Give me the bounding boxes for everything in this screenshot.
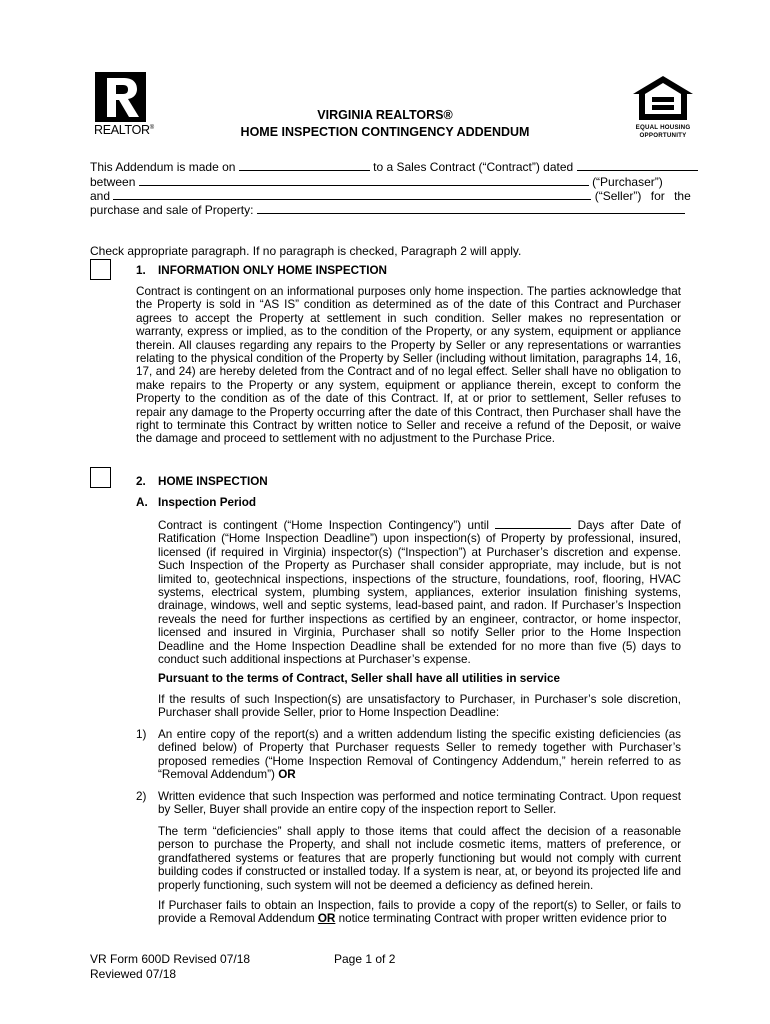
inspection-days-field[interactable] — [495, 518, 571, 529]
addendum-date-field[interactable] — [239, 159, 370, 171]
paragraph-1-body: Contract is contingent on an informational purposes only home inspection. The parties acknowledge that the Property is sold in “AS IS” condition as determined as of the date of this Contract and Purchaser agrees to accept the Property at settlement in such condition. Seller makes no representation or warranty, express or implied, as to the condition of the Property, or any system, equipment or appliance therein. All clauses regarding any repairs to the Property by Seller or any representations or warranties relating to the physical condition of the Property by Seller (including without limitation, paragraphs 14, 16, 17, and 24) are hereby deleted from the Contract and of no legal effect. Seller shall have no obligation to make repairs to the Property or any system, equipment or appliance therein, except to conform the Property to the condition as of the date of this Contract. If, at or prior to settlement, Seller refuses to repair any damage to the Property occurring after the date of this Contract, then Purchaser shall have the right to terminate this Contract by written notice to Seller and receive a refund of the Deposit, or waive the damage and proceed to settlement with no adjustment to the Purchase Price. — [136, 285, 681, 446]
intro-line-2: between (“Purchaser”) — [90, 175, 663, 189]
purchaser-field[interactable] — [139, 174, 589, 186]
item-2-number: 2) — [136, 790, 147, 803]
equal-housing-house-icon — [631, 74, 695, 122]
failure-clause: If Purchaser fails to obtain an Inspection, fails to provide a copy of the report(s) to Seller, or fails to provide a Removal Addendum OR notice terminating Contract with proper written evidence prior to — [158, 899, 681, 926]
intro-line-1: This Addendum is made on to a Sales Contract (“Contract”) dated — [90, 159, 698, 174]
equal-housing-text: EQUAL HOUSING OPPORTUNITY — [635, 124, 691, 139]
item-1-text: An entire copy of the report(s) and a written addendum listing the specific existing deficiencies (as defined below) of Property that Purchaser requests Seller to remedy together with Purchaser’s proposed remedies (“Home Inspection Removal of Contingency Addendum,” herein referred to as “Removal Addendum”) OR — [158, 728, 681, 782]
paragraph-2-number: 2. — [136, 475, 146, 488]
paragraph-1-number: 1. — [136, 264, 146, 277]
inspection-period-body: Contract is contingent (“Home Inspection Contingency”) until Days after Date of Ratification (“Home Inspection Deadline”) upon inspection(s) of Property by professional, insured, licensed (if required in Virginia) inspector(s) (“Inspection”) at Purchaser’s discretion and expense. Such Inspection of the Property as Purchaser shall consider appropriate, may include, but is not limited to, geotechnical inspections, inspections of the structure, foundations, roof, flooring, HVAC systems, electrical system, plumbing system, appliances, exterior insulation finishing systems, drainage, windows, well and septic systems, lead-based paint, and radon. If Purchaser’s Inspection reveals the need for further inspections as certified by an engineer, contractor, or home inspector, licensed and insured in Virginia, Purchaser shall so notify Seller prior to the Home Inspection Deadline and the Home Inspection Deadline shall be extended for no more than five (5) days to conduct such additional inspections at Purchaser’s expense. — [158, 519, 681, 667]
item-1-number: 1) — [136, 728, 147, 741]
subsection-a-letter: A. — [136, 496, 148, 509]
utilities-statement: Pursuant to the terms of Contract, Seller shall have all utilities in service — [158, 672, 561, 685]
item-2-text: Written evidence that such Inspection was performed and notice terminating Contract. Upon request by Seller, Buyer shall provide an entire copy of the inspection report to Seller. — [158, 790, 681, 817]
intro-line-4: purchase and sale of Property: — [90, 202, 685, 217]
title-line-2: HOME INSPECTION CONTINGENCY ADDENDUM — [240, 125, 530, 139]
paragraph-1-heading: INFORMATION ONLY HOME INSPECTION — [158, 264, 387, 277]
title-line-1: VIRGINIA REALTORS® — [317, 108, 453, 122]
subsection-a-heading: Inspection Period — [158, 496, 257, 509]
deficiencies-definition: The term “deficiencies” shall apply to those items that could affect the decision of a reasonable person to purchase the Property, and shall not include cosmetic items, matters of preference, or grandfathered systems or features that are properly functioning but would not comply with current building codes if constructed or installed today. If a system is near, at, or beyond its projected life and properly functioning, such system will not be deemed a deficiency as defined herein. — [158, 825, 681, 892]
realtor-wordmark: REALTOR® — [94, 123, 154, 137]
page-number: Page 1 of 2 — [334, 952, 396, 966]
paragraph-1-checkbox[interactable] — [90, 259, 111, 280]
seller-field[interactable] — [113, 188, 591, 200]
contract-date-field[interactable] — [577, 159, 698, 171]
paragraph-2-checkbox[interactable] — [90, 467, 111, 488]
property-field[interactable] — [257, 202, 685, 214]
intro-line-3: and (“Seller”) for the — [90, 189, 691, 203]
instruction-text: Check appropriate paragraph. If no paragraph is checked, Paragraph 2 will apply. — [90, 244, 522, 258]
results-statement: If the results of such Inspection(s) are unsatisfactory to Purchaser, in Purchaser’s sole discretion, Purchaser shall provide Seller, prior to Home Inspection Deadline: — [158, 693, 681, 720]
equal-housing-logo — [631, 74, 695, 146]
form-revision: VR Form 600D Revised 07/18 Reviewed 07/18 — [90, 952, 251, 981]
paragraph-2-heading: HOME INSPECTION — [158, 475, 268, 488]
